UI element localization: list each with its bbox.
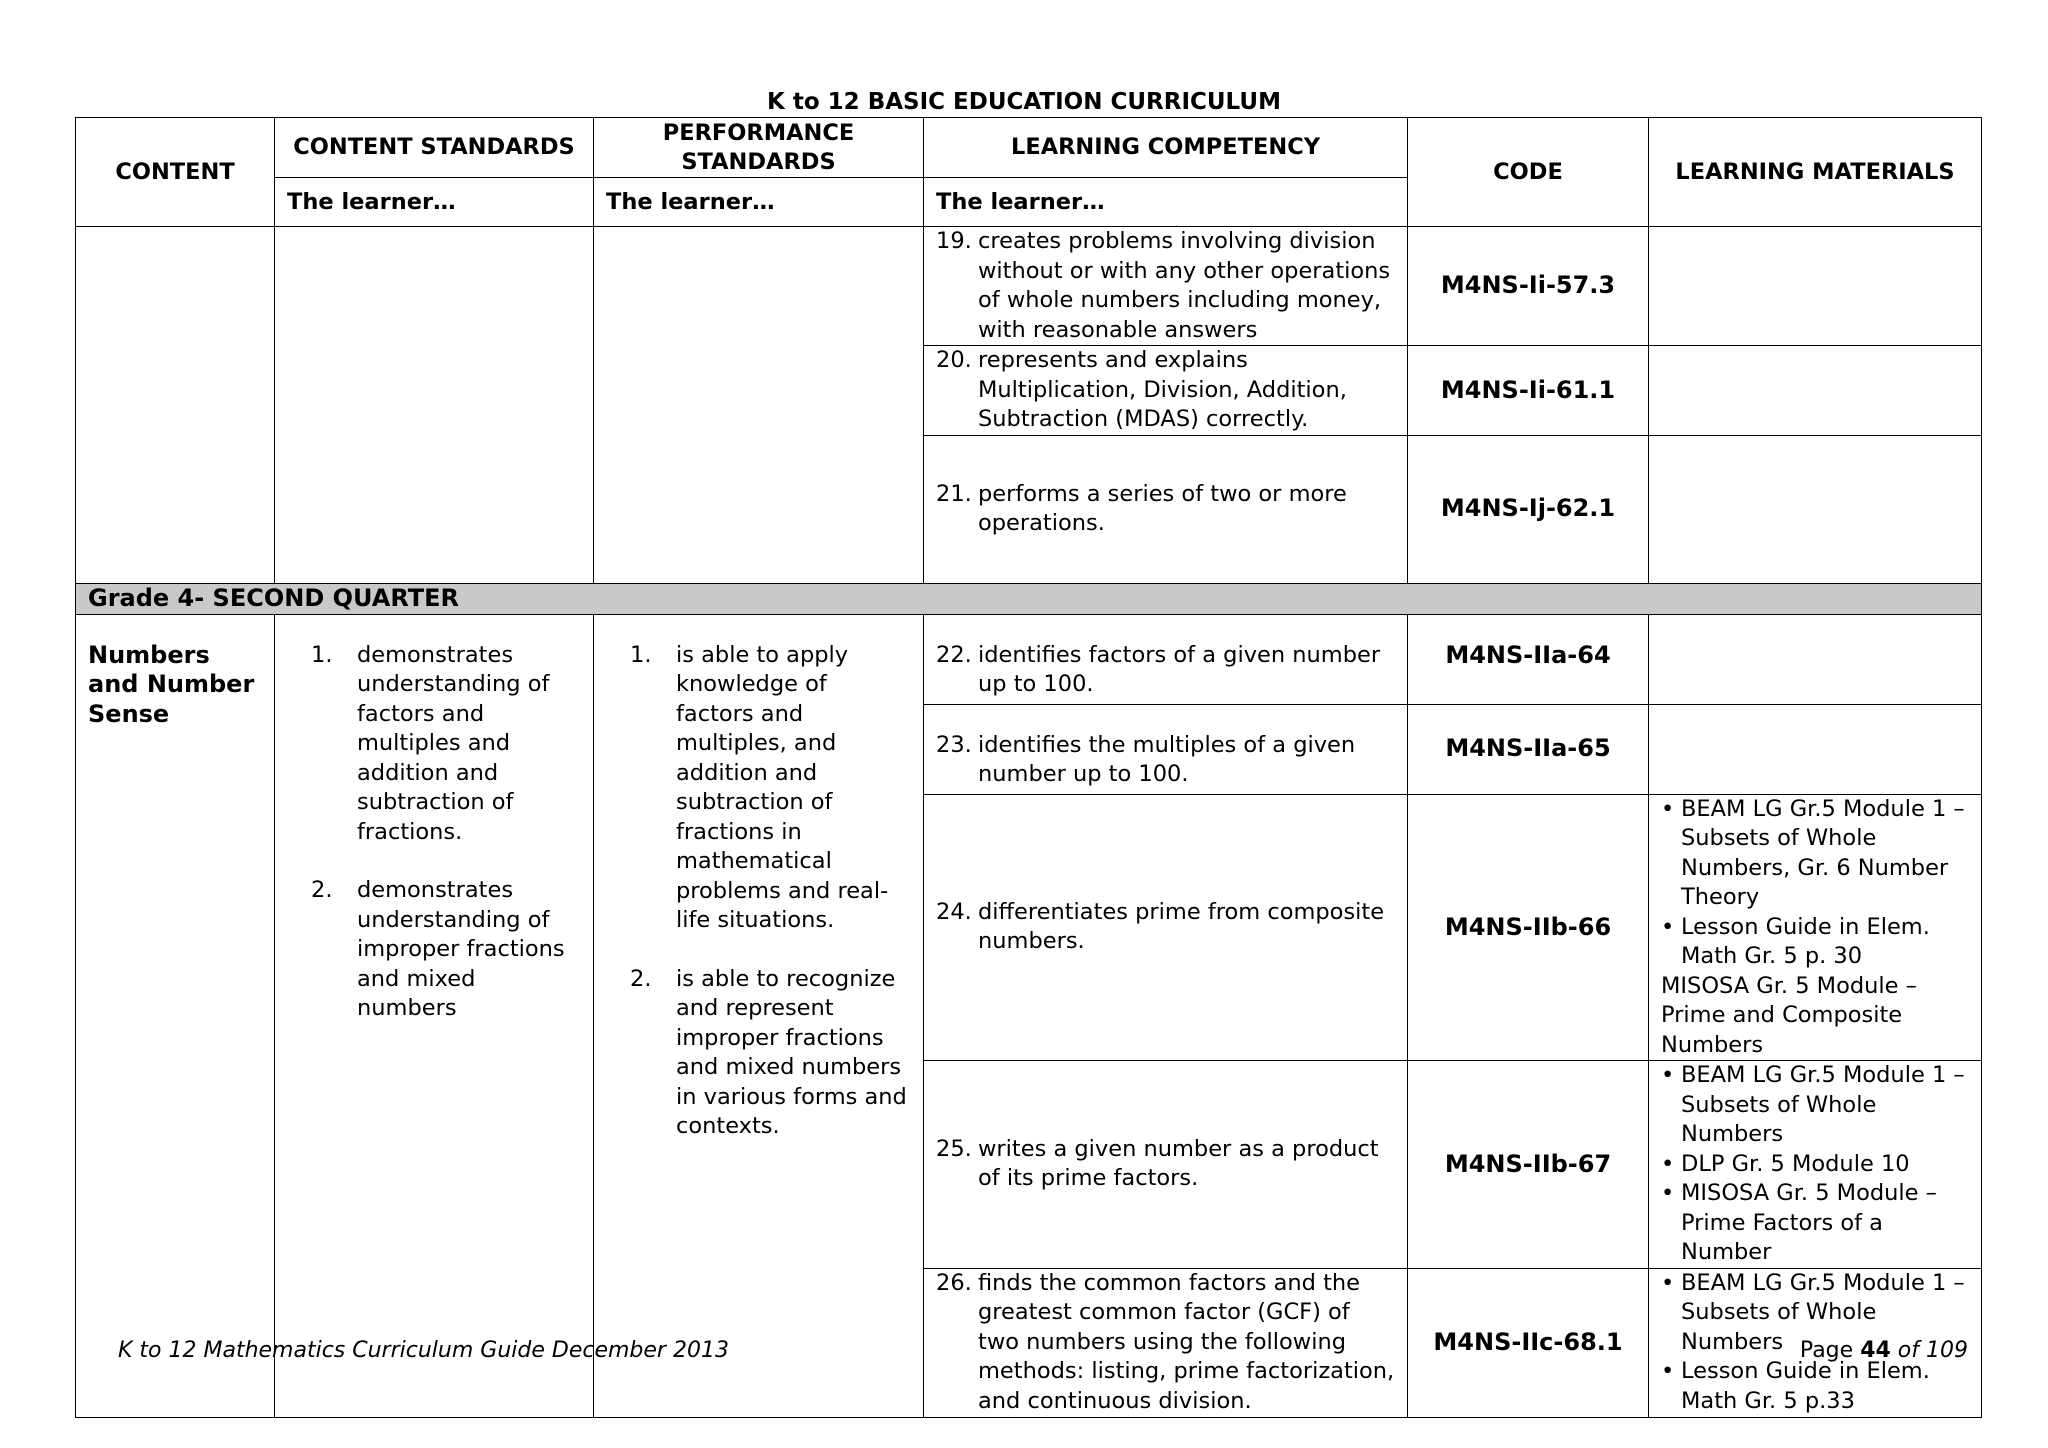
code-cell: M4NS-IIb-66 [1408, 794, 1649, 1061]
curriculum-table [75, 117, 1982, 1418]
competency-cell [924, 614, 1408, 704]
material-note: MISOSA Gr. 5 Module –Prime and Composite Numbers [1661, 972, 1917, 1058]
header-learner-ps: The learner… [594, 178, 924, 227]
header-content-standards: CONTENT STANDARDS [275, 118, 594, 178]
competency-text: finds the common factors and the greatest common factor (GCF) of two numbers using the following methods: listing, prime factorization, and continuous division. [978, 1269, 1395, 1414]
competency-text: identifies factors of a given number up to 100. [978, 641, 1381, 697]
material-item: • BEAM LG Gr.5 Module 1 – Subsets of Whole Numbers, Gr. 6 Number Theory [1661, 795, 1969, 913]
materials-list [1661, 1061, 1969, 1268]
materials-list [1661, 795, 1969, 972]
content-topic: Numbers and Number Sense [76, 614, 275, 1417]
content-standards-list [311, 641, 581, 1024]
quarter-label: Grade 4- SECOND QUARTER [76, 583, 1982, 614]
content-standard-item: 1. demonstrates understanding of factors and multiples and addition and subtraction of fractions. [311, 641, 550, 845]
materials-cell-empty [1649, 435, 1982, 583]
competency-text: writes a given number as a product of its prime factors. [978, 1135, 1379, 1192]
competency-number: 25. [936, 1135, 972, 1162]
bullet-icon: • [1661, 1358, 1675, 1384]
competency-text: creates problems involving division without or with any other operations of whole numbers including money, with reasonable answers [978, 228, 1391, 343]
bullet-icon: • [1661, 795, 1675, 822]
competency-text: performs a series of two or more operations. [978, 480, 1347, 536]
material-item: • DLP Gr. 5 Module 10 [1661, 1150, 1969, 1180]
performance-standard-item: 1. is able to apply knowledge of factors and multiples, and addition and subtraction of fractions in mathematical problems and real-life situations. [630, 641, 889, 933]
content-standards-cell-empty [275, 227, 594, 584]
materials-cell [1649, 1061, 1982, 1269]
header-code: CODE [1408, 118, 1649, 227]
competency-cell [924, 346, 1408, 436]
competency-number: 21. [936, 480, 972, 507]
performance-standards-list [630, 641, 911, 1142]
competency-text: represents and explains Multiplication, Division, Addition, Subtraction (MDAS) correctly. [978, 347, 1347, 432]
competency-cell [924, 227, 1408, 346]
code-cell: M4NS-Ij-62.1 [1408, 435, 1649, 583]
competency-cell [924, 794, 1408, 1061]
bullet-icon: • [1661, 1269, 1675, 1296]
competency-cell [924, 1061, 1408, 1269]
competency-text: identifies the multiples of a given number up to 100. [978, 731, 1356, 787]
materials-cell-empty [1649, 704, 1982, 794]
content-cell-empty [76, 227, 275, 584]
code-cell: M4NS-Ii-61.1 [1408, 346, 1649, 436]
performance-standards-cell [594, 614, 924, 1417]
competency-number: 20. [936, 347, 972, 373]
content-standard-item: 2. demonstrates understanding of improper fractions and mixed numbers [311, 877, 565, 1021]
header-learner-lc: The learner… [924, 178, 1408, 227]
materials-cell-empty [1649, 614, 1982, 704]
code-cell: M4NS-IIa-65 [1408, 704, 1649, 794]
header-content: CONTENT [76, 118, 275, 227]
materials-cell-empty [1649, 346, 1982, 436]
competency-number: 22. [936, 641, 972, 668]
code-cell: M4NS-Ii-57.3 [1408, 227, 1649, 346]
competency-cell [924, 704, 1408, 794]
material-item: • Lesson Guide in Elem. Math Gr. 5 p. 30 [1661, 913, 1969, 972]
competency-number: 26. [936, 1269, 972, 1296]
competency-text: differentiates prime from composite numbers. [978, 898, 1385, 955]
competency-cell [924, 435, 1408, 583]
footer-page-number: Page 44 of 109 [1799, 1338, 1968, 1363]
competency-number: 19. [936, 228, 972, 254]
performance-standards-cell-empty [594, 227, 924, 584]
header-learner-cs: The learner… [275, 178, 594, 227]
material-item: • BEAM LG Gr.5 Module 1 – Subsets of Whole Numbers [1661, 1061, 1969, 1150]
code-cell: M4NS-IIc-68.1 [1408, 1268, 1649, 1417]
material-item: • Lesson Guide in Elem. Math Gr. 5 p.33 [1661, 1357, 1969, 1416]
material-item: • MISOSA Gr. 5 Module – Prime Factors of a Number [1661, 1179, 1969, 1268]
material-item: • BEAM LG Gr.5 Module 1 – Subsets of Whole Numbers [1661, 1269, 1969, 1358]
bullet-icon: • [1661, 1062, 1675, 1088]
bullet-icon: • [1661, 1150, 1675, 1177]
code-cell: M4NS-IIa-64 [1408, 614, 1649, 704]
materials-cell-empty [1649, 227, 1982, 346]
header-learning-materials: LEARNING MATERIALS [1649, 118, 1982, 227]
bullet-icon: • [1661, 1180, 1675, 1206]
performance-standard-item: 2. is able to recognize and represent improper fractions and mixed numbers in various forms and contexts. [630, 965, 907, 1139]
materials-cell [1649, 794, 1982, 1061]
code-cell: M4NS-IIb-67 [1408, 1061, 1649, 1269]
footer-guide-title: K to 12 Mathematics Curriculum Guide December 2013 [118, 1338, 729, 1363]
competency-number: 23. [936, 731, 972, 758]
content-standards-cell [275, 614, 594, 1417]
competency-number: 24. [936, 898, 972, 925]
header-performance-standards: PERFORMANCE STANDARDS [594, 118, 924, 178]
header-learning-competency: LEARNING COMPETENCY [924, 118, 1408, 178]
competency-cell [924, 1268, 1408, 1417]
bullet-icon: • [1661, 913, 1675, 940]
page-title: K to 12 BASIC EDUCATION CURRICULUM [767, 89, 1281, 115]
